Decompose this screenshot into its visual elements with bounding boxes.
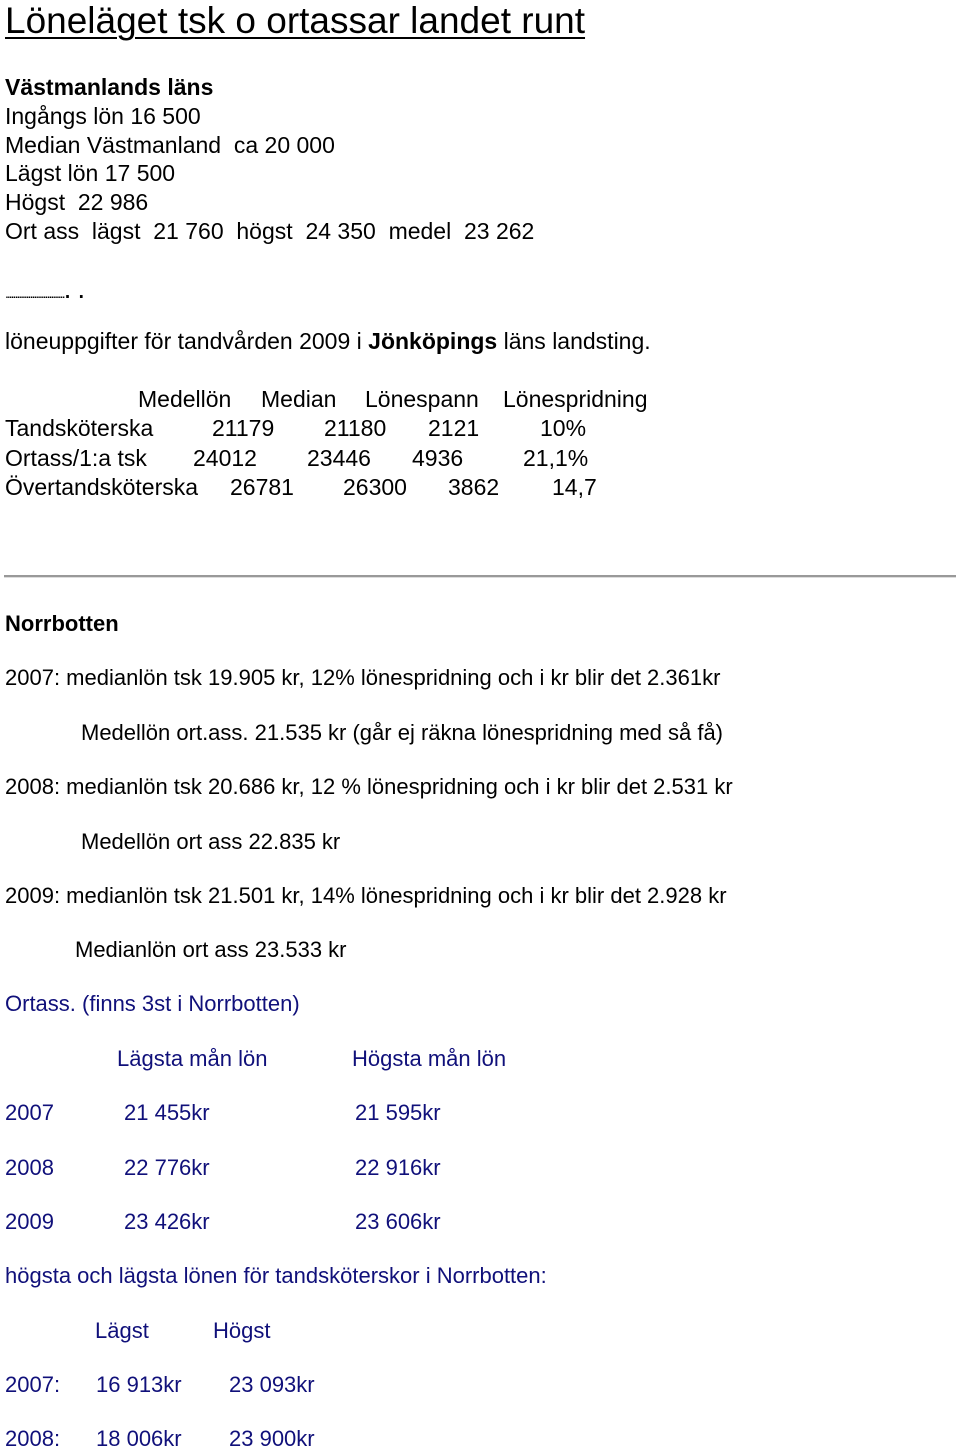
vastmanland-line: Högst 22 986: [5, 189, 149, 215]
tsk-high: 23 093kr: [229, 1372, 315, 1397]
norrbotten-line: 2007: medianlön tsk 19.905 kr, 12% lönespridning och i kr blir det 2.361kr: [5, 665, 721, 690]
vastmanland-line: Ort ass lägst 21 760 högst 24 350 medel 23 262: [5, 218, 535, 244]
col-header-median: Median: [261, 386, 337, 412]
table-cell: 21180: [324, 415, 387, 441]
tsk-year: 2008:: [5, 1426, 61, 1451]
row-label: Ortass/1:a tsk: [5, 445, 147, 471]
norrbotten-line: 2008: medianlön tsk 20.686 kr, 12 % lönespridning och i kr blir det 2.531 kr: [5, 774, 733, 799]
table-cell: 21,1%: [523, 445, 589, 471]
norrbotten-line: Medianlön ort ass 23.533 kr: [75, 937, 347, 962]
norrbotten-heading: Norrbotten: [5, 611, 119, 636]
col-header-lonespann: Lönespann: [365, 386, 479, 412]
col-header-lonespridning: Lönespridning: [503, 386, 648, 412]
table-cell: 24012: [193, 445, 257, 471]
tsk-low: 18 006kr: [96, 1426, 182, 1451]
ortass-year: 2007: [5, 1100, 54, 1125]
table-cell: 4936: [412, 445, 464, 471]
table-cell: 26781: [230, 474, 294, 500]
ortass-low: 22 776kr: [124, 1155, 210, 1180]
vastmanland-heading: Västmanlands läns: [5, 74, 214, 100]
table-cell: 3862: [448, 474, 500, 500]
jonkoping-intro: [5, 330, 651, 353]
table-cell: 2121: [428, 415, 480, 441]
horizontal-rule: [4, 575, 956, 578]
tsk-year: 2007:: [5, 1372, 61, 1397]
vastmanland-line: Lägst lön 17 500: [5, 160, 176, 186]
ortass-low: 21 455kr: [124, 1100, 210, 1125]
norrbotten-line: Medellön ort ass 22.835 kr: [81, 829, 341, 854]
tsk-col-header-low: Lägst: [95, 1318, 149, 1343]
tsk-low: 16 913kr: [96, 1372, 182, 1397]
row-label: Tandsköterska: [5, 415, 154, 441]
table-cell: 21179: [212, 415, 275, 441]
norrbotten-line: 2009: medianlön tsk 21.501 kr, 14% lönespridning och i kr blir det 2.928 kr: [5, 883, 727, 908]
table-cell: 10%: [540, 415, 587, 441]
table-cell: 26300: [343, 474, 407, 500]
col-header-medellon: Medellön: [138, 386, 232, 412]
ortass-high: 22 916kr: [355, 1155, 441, 1180]
vastmanland-line: Ingångs lön 16 500: [5, 103, 201, 129]
intro-county: Jönköpings: [368, 328, 498, 354]
ortass-high: 21 595kr: [355, 1100, 441, 1125]
tsk-col-header-high: Högst: [213, 1318, 271, 1343]
table-cell: 23446: [307, 445, 371, 471]
dotted-separator: [5, 275, 91, 303]
dots-trail: ..: [63, 273, 92, 304]
ortass-heading: Ortass. (finns 3st i Norrbotten): [5, 991, 300, 1016]
table-cell: 14,7: [552, 474, 597, 500]
intro-post: läns landsting.: [497, 328, 651, 354]
page-title: Löneläget tsk o ortassar landet runt: [5, 0, 586, 41]
ortass-high: 23 606kr: [355, 1209, 441, 1234]
vastmanland-line: Median Västmanland ca 20 000: [5, 132, 335, 158]
ortass-year: 2009: [5, 1209, 54, 1234]
norrbotten-line: Medellön ort.ass. 21.535 kr (går ej räkna lönespridning med så få): [81, 720, 724, 745]
row-label: Övertandsköterska: [5, 474, 199, 500]
ortass-low: 23 426kr: [124, 1209, 210, 1234]
dots-text: ...............................: [5, 285, 64, 301]
ortass-col-header-low: Lägsta mån lön: [117, 1046, 268, 1071]
ortass-year: 2008: [5, 1155, 54, 1180]
tsk-heading: högsta och lägsta lönen för tandsköterskor i Norrbotten:: [5, 1263, 547, 1288]
tsk-high: 23 900kr: [229, 1426, 315, 1451]
ortass-col-header-high: Högsta mån lön: [352, 1046, 507, 1071]
intro-pre: löneuppgifter för tandvården 2009 i: [5, 328, 369, 354]
